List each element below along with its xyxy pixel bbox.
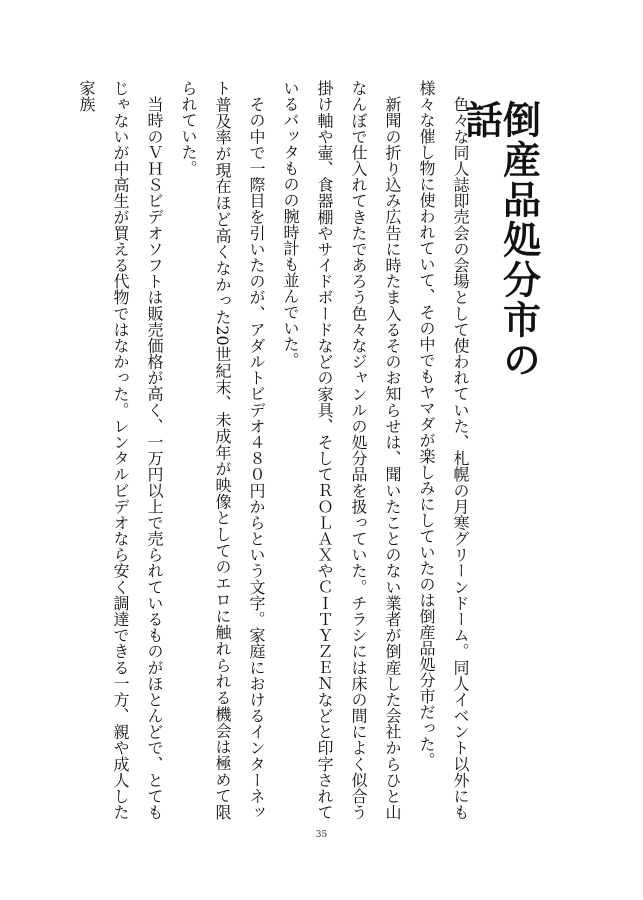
page-number: 35 — [315, 830, 328, 840]
paragraph: 当時のＶＨＳビデオソフトは販売価格が高く、一万円以上で売られているものがほとんどで、とてもじゃないが中高生が買える代物ではなかった。レンタルビデオなら安く調達できる一方、親や成人した家族 — [77, 80, 164, 820]
body-text — [57, 80, 477, 820]
paragraph: その中で一際目を引いたのが、アダルトビデオ４８０円からという文字。家庭におけるインターネット普及率が現在ほど高くなかった20世紀末、未成年が映像としてのエロに触れられる機会は極めて限られていた。 — [179, 80, 266, 820]
paragraph: 色々な同人誌即売会の会場として使われていた、札幌の月寒グリーンドーム。同人イベント以外にも様々な催し物に使われていて、その中でもヤマダが楽しみにしていたのは倒産品処分市だった。 — [417, 80, 470, 820]
page-title: 倒産品処分市の話 — [458, 100, 542, 380]
paragraph: 新聞の折り込み広告に時たま入るそのお知らせは、聞いたことのない業者が倒産した会社からひと山なんぼで仕入れてきたであろう色々なジャンルの処分品を扱っていた。チラシには床の間によく似合う掛け軸や壷、食器棚やサイドボードなどの家具、そしてＲＯＬＡＸやＣＩＴＹＺＥＮなどと印字されているバッタものの腕時計も並んでいた。 — [281, 80, 402, 821]
